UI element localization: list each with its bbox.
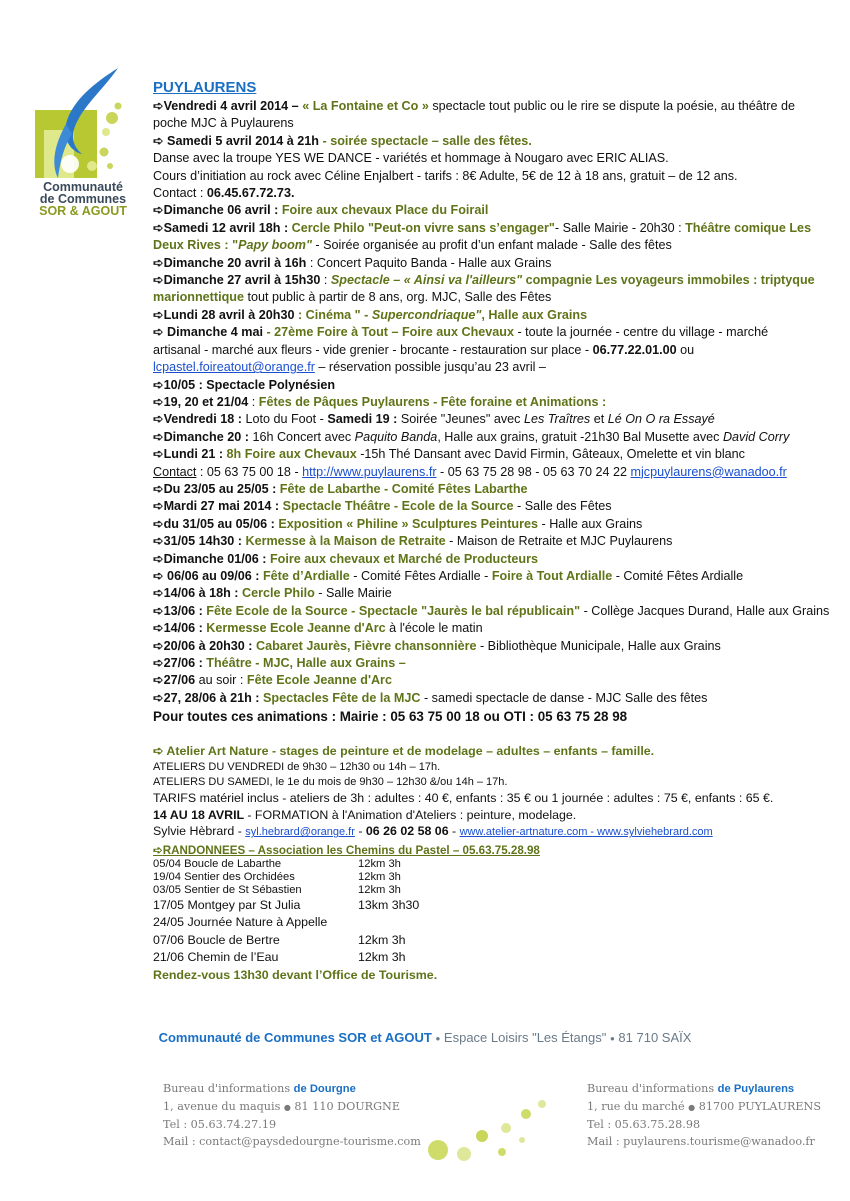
event-line: Contact : 05 63 75 00 18 - http://www.puylaurens.fr - 05 63 75 28 98 - 05 63 70 24 22 mjcpuylaurens@wanadoo.fr <box>153 464 787 479</box>
event-line: ➪19, 20 et 21/04 : Fêtes de Pâques Puylaurens - Fête foraine et Animations : <box>153 394 607 409</box>
page-title: PUYLAURENS <box>153 79 257 96</box>
logo-line-1: Communauté <box>43 180 123 194</box>
event-line: ➪20/06 à 20h30 : Cabaret Jaurès, Fièvre chansonnière - Bibliothèque Municipale, Halle aux Grains <box>153 638 721 653</box>
arrow-icon: ➪ <box>153 394 164 409</box>
event-line: ➪Samedi 12 avril 18h : Cercle Philo "Peut-on vivre sans s’engager"- Salle Mairie - 20h30 : Théâtre comique Les <box>153 220 812 235</box>
arrow-icon: ➪ <box>153 220 164 235</box>
arrow-icon: ➪ <box>153 516 164 531</box>
arrow-icon: ➪ <box>153 551 164 566</box>
rando-row: 03/05 Sentier de St Sébastien 12km 3h <box>153 884 401 896</box>
atelier-line: TARIFS matériel inclus - ateliers de 3h : adultes : 40 €, enfants : 35 € ou 1 journée : adultes : 75 €, enfants : 65 €. <box>153 790 774 805</box>
event-line: ➪du 31/05 au 05/06 : Exposition « Philine » Sculptures Peintures - Halle aux Grains <box>153 516 643 531</box>
arrow-icon: ➪ <box>153 534 164 549</box>
atelier-line: 14 AU 18 AVRIL - FORMATION à l'Animation d'Ateliers : peinture, modelage. <box>153 807 577 822</box>
event-line: ➪Dimanche 20 avril à 16h : Concert Paquito Banda - Halle aux Grains <box>153 255 552 270</box>
event-line: ➪Dimanche 27 avril à 15h30 : Spectacle – « Ainsi va l'ailleurs" compagnie Les voyageurs immobiles : triptyque <box>153 273 815 288</box>
arrow-icon: ➪ <box>153 325 164 340</box>
event-line: ➪Mardi 27 mai 2014 : Spectacle Théâtre - Ecole de la Source - Salle des Fêtes <box>153 499 612 514</box>
bullet-icon: ● <box>609 1034 615 1044</box>
footer-org: Communauté de Communes SOR et AGOUT <box>158 1030 432 1045</box>
event-line: poche MJC à Puylaurens <box>153 116 294 131</box>
arrow-icon: ➪ <box>153 673 164 688</box>
atelier-contact: Sylvie Hèbrard - syl.hebrard@orange.fr - 06 26 02 58 06 - www.atelier-artnature.com - www.sylviehebrard.com <box>153 824 713 839</box>
event-line: ➪ 06/06 au 09/06 : Fête d’Ardialle - Comité Fêtes Ardialle - Foire à Tout Ardialle - Comité Fêtes Ardialle <box>153 568 744 583</box>
event-line: Contact : 06.45.67.72.73. <box>153 186 295 201</box>
arrow-icon: ➪ <box>153 656 164 670</box>
atelier-section <box>153 743 823 841</box>
arrow-icon: ➪ <box>153 99 164 113</box>
email-link[interactable]: mjcpuylaurens@wanadoo.fr <box>630 464 787 479</box>
arrow-icon: ➪ <box>153 499 164 514</box>
event-line: ➪Lundi 21 : 8h Foire aux Chevaux -15h Thé Dansant avec David Firmin, Gâteaux, Omelette et vin blanc <box>153 447 745 462</box>
arrow-icon: ➪ <box>153 481 164 496</box>
website-link[interactable]: http://www.puylaurens.fr <box>302 464 437 479</box>
bullet-icon: ● <box>688 1103 696 1112</box>
rando-row: 05/04 Boucle de Labarthe 12km 3h <box>153 858 401 870</box>
event-line: ➪ Samedi 5 avril 2014 à 21h - soirée spectacle – salle des fêtes. <box>153 133 532 148</box>
decorative-dots <box>418 1092 558 1172</box>
event-line: ➪10/05 : Spectacle Polynésien <box>153 377 336 392</box>
arrow-icon: ➪ <box>153 568 164 583</box>
event-line: ➪13/06 : Fête Ecole de la Source - Spectacle "Jaurès le bal républicain" - Collège Jacques Durand, Halle aux Grains <box>153 603 830 618</box>
bullet-icon: ● <box>283 1103 291 1112</box>
arrow-icon: ➪ <box>153 621 164 636</box>
event-line: ➪Dimanche 01/06 : Foire aux chevaux et Marché de Producteurs <box>153 551 539 566</box>
arrow-icon: ➪ <box>153 203 164 218</box>
event-line: ➪31/05 14h30 : Kermesse à la Maison de Retraite - Maison de Retraite et MJC Puylaurens <box>153 534 673 549</box>
atelier-line: ATELIERS DU VENDREDI de 9h30 – 12h30 ou 14h – 17h. <box>153 760 441 773</box>
arrow-icon: ➪ <box>153 429 164 444</box>
atelier-line: ATELIERS DU SAMEDI, le 1e du mois de 9h30 – 12h30 &/ou 14h – 17h. <box>153 775 508 788</box>
event-line: ➪Dimanche 06 avril : Foire aux chevaux Place du Foirail <box>153 203 489 218</box>
arrow-icon: ➪ <box>153 133 164 148</box>
event-line: marionnettique tout public à partir de 8 ans, org. MJC, Salle des Fêtes <box>153 290 552 305</box>
logo-line-3: SOR & AGOUT <box>39 204 127 218</box>
arrow-icon: ➪ <box>153 273 164 288</box>
rando-section <box>153 844 823 984</box>
event-line: ➪Lundi 28 avril à 20h30 : Cinéma " - Supercondriaque", Halle aux Grains <box>153 307 588 322</box>
arrow-icon: ➪ <box>153 744 164 758</box>
arrow-icon: ➪ <box>153 307 164 322</box>
footer-line <box>0 1030 850 1045</box>
event-line: artisanal - marché aux fleurs - vide grenier - brocante - restauration sur place - 06.77.22.01.00 ou <box>153 342 695 357</box>
office-puylaurens: Bureau d'informations de Puylaurens 1, rue du marché ● 81700 PUYLAURENS Tel : 05.63.75.28.98 Mail : puylaurens.tourisme@wanadoo.fr <box>587 1082 821 1148</box>
event-line: ➪Dimanche 20 : 16h Concert avec Paquito Banda, Halle aux grains, gratuit -21h30 Bal Musette avec David Corry <box>153 429 790 444</box>
arrow-icon: ➪ <box>153 586 164 601</box>
logo-text <box>28 181 138 217</box>
atelier-heading: ➪ Atelier Art Nature - stages de peinture et de modelage – adultes – enfants – famille. <box>153 744 655 758</box>
event-line: ➪27/06 : Théâtre - MJC, Halle aux Grains – <box>153 656 406 670</box>
arrow-icon: ➪ <box>153 377 164 392</box>
arrow-icon: ➪ <box>153 638 164 653</box>
event-line: ➪Du 23/05 au 25/05 : Fête de Labarthe - Comité Fêtes Labarthe <box>153 481 528 496</box>
website-link[interactable]: www.atelier-artnature.com - www.sylviehebrard.com <box>459 826 713 839</box>
arrow-icon: ➪ <box>153 603 164 618</box>
event-line: Cours d’initiation au rock avec Céline Enjalbert - tarifs : 8€ Adulte, 5€ de 12 à 18 ans, gratuit – de 12 ans. <box>153 168 738 183</box>
rando-row: 07/06 Boucle de Bertre 12km 3h <box>153 932 406 947</box>
rando-row: 17/05 Montgey par St Julia 13km 3h30 <box>153 898 420 912</box>
arrow-icon: ➪ <box>153 412 164 427</box>
event-line: ➪14/06 à 18h : Cercle Philo - Salle Mairie <box>153 586 392 601</box>
event-line: ➪Vendredi 18 : Loto du Foot - Samedi 19 : Soirée "Jeunes" avec Les Traîtres et Lé On O ra Essayé <box>153 412 715 427</box>
event-line: ➪14/06 : Kermesse Ecole Jeanne d'Arc à l'école le matin <box>153 621 483 636</box>
arrow-icon: ➪ <box>153 447 164 462</box>
email-link[interactable]: lcpastel.foireatout@orange.fr <box>153 360 315 375</box>
footer-address: Espace Loisirs "Les Étangs" <box>440 1030 610 1045</box>
bullet-icon: ● <box>435 1034 441 1044</box>
event-line: ➪27, 28/06 à 21h : Spectacles Fête de la MJC - samedi spectacle de danse - MJC Salle des fêtes <box>153 690 708 705</box>
arrow-icon: ➪ <box>153 690 164 705</box>
rando-row: 21/06 Chemin de l’Eau 12km 3h <box>153 949 406 964</box>
office-dourgne: Bureau d'informations de Dourgne 1, avenue du maquis ● 81 110 DOURGNE Tel : 05.63.74.27.19 Mail : contact@paysdedourgne-tourisme.com <box>163 1082 421 1148</box>
event-line: ➪27/06 au soir : Fête Ecole Jeanne d'Arc <box>153 673 392 688</box>
event-line: ➪Vendredi 4 avril 2014 – « La Fontaine et Co » spectacle tout public ou le rire se dispute la poésie, au théâtre de <box>153 99 796 113</box>
arrow-icon: ➪ <box>153 255 164 270</box>
arrow-icon: ➪ <box>153 844 163 857</box>
logo-line-2: de Communes <box>39 192 127 206</box>
event-line: Danse avec la troupe YES WE DANCE - variétés et hommage à Nougaro avec ERIC ALIAS. <box>153 151 669 166</box>
rando-row: 19/04 Sentier des Orchidées 12km 3h <box>153 871 401 883</box>
rando-row: 24/05 Journée Nature à Appelle <box>153 915 328 930</box>
event-line: lcpastel.foireatout@orange.fr – réservation possible jusqu’au 23 avril – <box>153 360 546 375</box>
event-line: ➪ Dimanche 4 mai - 27ème Foire à Tout – Foire aux Chevaux - toute la journée - centre du village - marché <box>153 325 769 340</box>
email-link[interactable]: syl.hebrard@orange.fr <box>245 826 355 839</box>
rando-meeting: Rendez-vous 13h30 devant l’Office de Tourisme. <box>153 968 438 983</box>
footer-city: 81 710 SAÏX <box>614 1030 692 1045</box>
contact-summary: Pour toutes ces animations : Mairie : 05 63 75 00 18 ou OTI : 05 63 75 28 98 <box>153 709 628 725</box>
event-line: Deux Rives : "Papy boom" - Soirée organisée au profit d’un enfant malade - Salle des fêtes <box>153 238 672 253</box>
events-list <box>153 78 830 726</box>
rando-heading: ➪RANDONNEES – Association les Chemins du Pastel – 05.63.75.28.98 <box>153 844 540 857</box>
